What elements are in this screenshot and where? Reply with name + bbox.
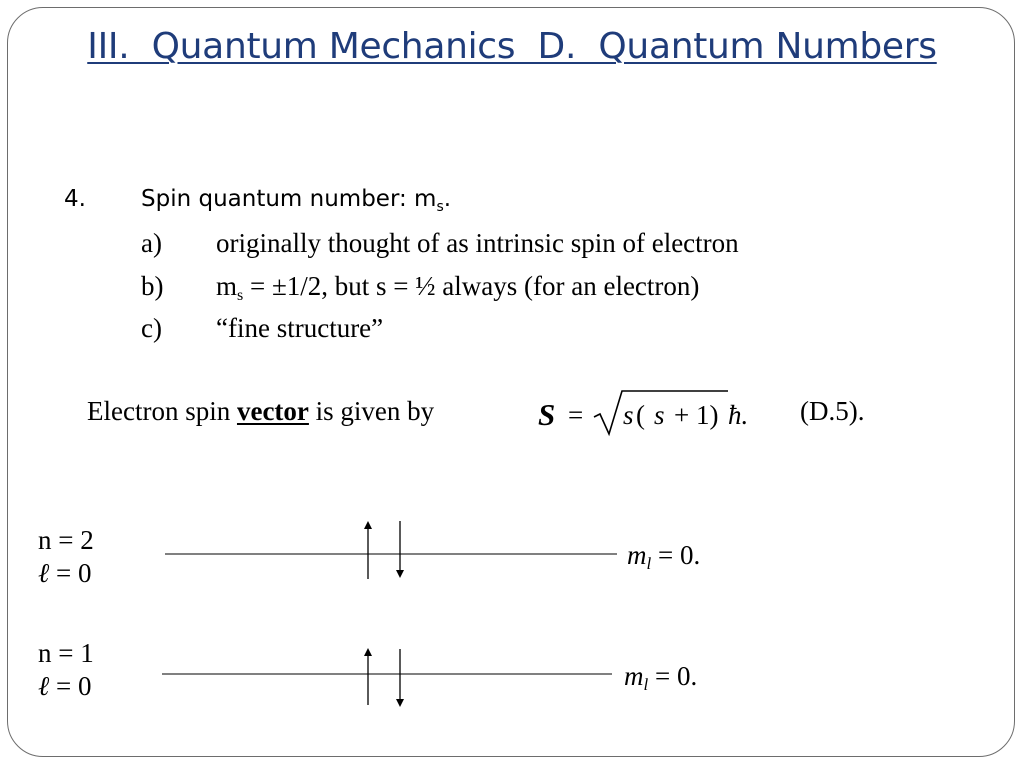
level-n1-spin-down-head [396,699,404,707]
level-n2-ml-m: m [627,540,647,570]
item-heading-suffix: . [443,186,452,212]
level-n1-l-value: = 0 [49,671,92,701]
subitem-b-letter: b) [141,271,164,301]
equation-reference: (D.5). [800,396,865,426]
level-n1-spin-up-head [364,648,372,656]
equation-lead: Electron spin [87,396,237,426]
subitem-b-sub: s [237,287,244,304]
formula-s1: s [623,400,634,430]
equation-trail: is given by [308,396,435,426]
subitem-a-text: originally thought of as intrinsic spin of electron [216,228,739,258]
formula-lhs: S [538,397,556,432]
subitem-c-letter: c) [141,313,162,343]
subitem-b-prefix: m [216,271,238,301]
level-n1-ml-value: = 0. [648,661,698,691]
level-n2-l-value: = 0 [49,558,92,588]
item-number: 4. [64,186,86,212]
equation-emphasis: vector [236,396,309,426]
slide-title: III. Quantum Mechanics D. Quantum Numbers [87,26,937,67]
subitem-c-text: “fine structure” [216,313,384,343]
level-n1-ml-label [624,661,697,695]
level-n2-ml-sub: l [646,554,652,573]
level-n2-ml-label [627,540,700,574]
item-heading [141,186,451,215]
item-heading-text: Spin quantum number: m [141,186,437,212]
spin-formula [532,384,762,444]
equation-sentence [87,396,434,427]
formula-paren: ( [636,400,645,430]
item-heading-sub: s [436,199,444,215]
formula-equals: = [568,400,584,430]
formula-hbar: ħ. [728,400,749,430]
level-n2-ml-value: = 0. [651,540,701,570]
level-n2-l-symbol: ℓ [38,558,50,588]
level-n1-ml-m: m [624,661,644,691]
formula-plus-one: + 1) [674,400,719,430]
level-n2-spin-up-head [364,521,372,529]
energy-level-diagram [0,500,1024,740]
level-n1-ml-sub: l [643,675,649,694]
level-n1-n: n = 1 [38,638,94,668]
level-n2-spin-down-head [396,570,404,578]
level-n2-n: n = 2 [38,525,94,555]
subitem-b-body: = ±1/2, but s = ½ always (for an electron) [243,271,700,301]
formula-s2: s [654,400,665,430]
subitem-b-text [216,271,699,305]
subitem-a-letter: a) [141,228,162,258]
level-n1-l-symbol: ℓ [38,671,50,701]
